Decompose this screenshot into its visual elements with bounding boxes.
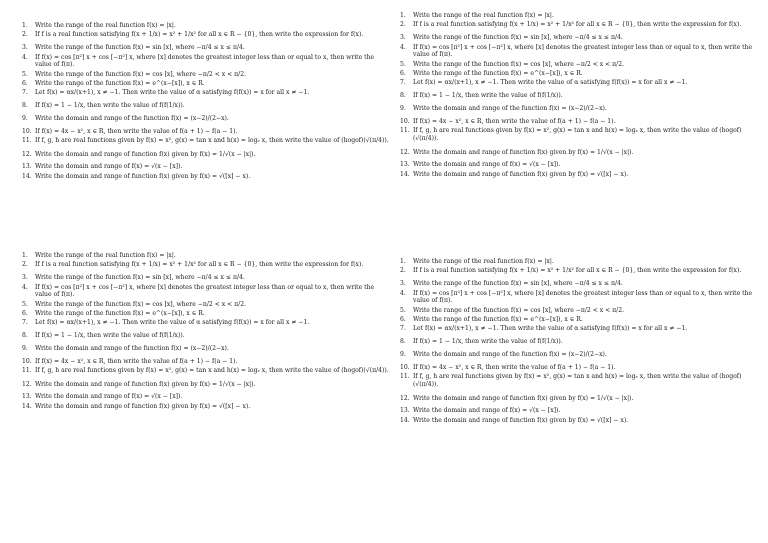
question-number: 10.	[400, 118, 410, 126]
question-3	[22, 274, 392, 282]
question-text: Write the range of the real function f(x) = |x|.	[413, 12, 554, 19]
question-12	[400, 149, 762, 157]
question-text: Write the range of the function f(x) = sin [x], where −π/4 ≤ x ≤ π/4.	[413, 34, 623, 42]
question-text: Write the domain and range of f(x) = √(x − [x]).	[35, 163, 183, 171]
question-number: 6.	[400, 316, 406, 324]
question-number: 13.	[400, 407, 410, 415]
question-number: 11.	[22, 137, 32, 145]
question-number: 11.	[400, 373, 410, 381]
question-1	[400, 12, 762, 20]
question-14	[400, 171, 762, 179]
question-number: 6.	[22, 80, 28, 88]
question-text: If f(x) = 4x − x², x ∈ R, then write the value of f(a + 1) − f(a − 1).	[413, 118, 616, 126]
question-number: 4.	[22, 53, 28, 61]
question-text: Write the domain and range of f(x) = √(x − [x]).	[413, 407, 561, 415]
question-3	[400, 34, 762, 42]
question-number: 6.	[22, 310, 28, 318]
question-7	[22, 89, 392, 97]
question-number: 3.	[22, 44, 28, 52]
question-7	[400, 325, 762, 333]
question-text: Write the range of the function f(x) = cos [x], where −π/2 < x < π/2.	[35, 70, 247, 78]
question-number: 5.	[22, 300, 28, 308]
question-text: Write the range of the function f(x) = sin [x], where −π/4 ≤ x ≤ π/4.	[35, 274, 245, 282]
question-text: Write the domain and range of function f(x) given by f(x) = 1/√(x − |x|).	[35, 151, 256, 159]
question-11	[400, 373, 762, 389]
question-number: 8.	[400, 92, 406, 100]
question-number: 14.	[22, 172, 32, 180]
question-5	[400, 61, 762, 69]
question-5	[22, 71, 392, 79]
question-text: Let f(x) = αx/(x+1), x ≠ −1. Then write the value of α satisfying f(f(x)) = x for all x ≠ −1.	[413, 325, 688, 333]
question-8	[400, 92, 762, 100]
question-number: 7.	[400, 79, 406, 87]
question-number: 2.	[22, 261, 28, 269]
question-number: 12.	[22, 151, 32, 159]
question-number: 8.	[22, 332, 28, 340]
question-text: Write the range of the function f(x) = e^(x−[x]), x ∈ R.	[35, 80, 205, 88]
question-7	[22, 319, 392, 327]
question-number: 9.	[400, 351, 406, 359]
question-text: Write the domain and range of function f(x) given by f(x) = 1/√(x − |x|).	[35, 381, 256, 389]
question-4	[400, 44, 762, 60]
question-6	[22, 80, 392, 88]
question-text: Write the range of the real function f(x) = |x|.	[35, 252, 176, 259]
question-number: 1.	[22, 22, 28, 29]
question-number: 9.	[400, 105, 406, 113]
question-number: 1.	[22, 252, 28, 259]
question-text: If f(x) = cos [π²] x + cos [−π²] x, where [x] denotes the greatest integer less than or equal to x, then write the value of f(π).	[35, 283, 375, 299]
question-10	[400, 364, 762, 372]
question-8	[22, 332, 392, 340]
question-2	[400, 267, 762, 275]
question-11	[22, 137, 392, 145]
question-text: If f(x) = 4x − x², x ∈ R, then write the value of f(a + 1) − f(a − 1).	[35, 128, 238, 136]
question-2	[22, 261, 392, 269]
question-text: Write the domain and range of function f(x) given by f(x) = 1/√(x − |x|).	[413, 395, 634, 403]
question-3	[22, 44, 392, 52]
question-text: Write the domain and range of the function f(x) = (x−2)/(2−x).	[413, 105, 607, 113]
question-10	[22, 128, 392, 136]
question-14	[22, 403, 392, 411]
question-text: Write the range of the function f(x) = sin [x], where −π/4 ≤ x ≤ π/4.	[35, 44, 245, 52]
question-text: If f(x) = 1 − 1/x, then write the value of f(f(1/x)).	[413, 338, 563, 346]
question-number: 7.	[400, 325, 406, 333]
question-text: Write the range of the function f(x) = e^(x−[x]), x ∈ R.	[413, 70, 583, 78]
question-6	[400, 316, 762, 324]
question-9	[22, 345, 392, 353]
question-text: If f(x) = 1 − 1/x, then write the value of f(f(1/x)).	[413, 92, 563, 100]
question-number: 13.	[22, 393, 32, 401]
worksheet-bottom-right	[400, 258, 762, 426]
question-10	[400, 118, 762, 126]
question-text: Write the range of the function f(x) = cos [x], where −π/2 < x < π/2.	[35, 300, 247, 308]
question-number: 14.	[400, 416, 410, 424]
question-number: 1.	[400, 258, 406, 265]
question-number: 12.	[22, 381, 32, 389]
question-text: If f, g, h are real functions given by f(x) = x², g(x) = tan x and h(x) = logₑ x, then write the value of (hogof)(√(π/4)).	[413, 373, 742, 389]
question-8	[400, 338, 762, 346]
worksheet-top-right	[400, 12, 762, 180]
question-number: 6.	[400, 70, 406, 78]
question-text: Write the domain and range of function f(x) given by f(x) = √([x] − x).	[413, 170, 629, 178]
question-11	[400, 127, 762, 143]
question-text: If f(x) = cos [π²] x + cos [−π²] x, where [x] denotes the greatest integer less than or equal to x, then write the value of f(π).	[35, 53, 375, 69]
question-text: If f(x) = cos [π²] x + cos [−π²] x, where [x] denotes the greatest integer less than or equal to x, then write the value of f(π).	[413, 43, 753, 59]
question-12	[22, 381, 392, 389]
question-9	[22, 115, 392, 123]
question-text: Write the domain and range of function f(x) given by f(x) = √([x] − x).	[35, 172, 251, 180]
question-text: If f(x) = 1 − 1/x, then write the value of f(f(1/x)).	[35, 102, 185, 110]
question-number: 8.	[400, 338, 406, 346]
worksheet-top-left	[22, 22, 392, 182]
question-number: 3.	[400, 280, 406, 288]
question-number: 4.	[22, 283, 28, 291]
question-4	[22, 54, 392, 70]
question-3	[400, 280, 762, 288]
question-2	[400, 21, 762, 29]
question-number: 14.	[400, 170, 410, 178]
question-text: Write the range of the function f(x) = e^(x−[x]), x ∈ R.	[35, 310, 205, 318]
question-text: If f(x) = 4x − x², x ∈ R, then write the value of f(a + 1) − f(a − 1).	[413, 364, 616, 372]
question-text: Write the domain and range of the function f(x) = (x−2)/(2−x).	[35, 345, 229, 353]
question-11	[22, 367, 392, 375]
question-text: Write the range of the function f(x) = sin [x], where −π/4 ≤ x ≤ π/4.	[413, 280, 623, 288]
question-text: Write the domain and range of the function f(x) = (x−2)/(2−x).	[35, 115, 229, 123]
question-14	[400, 417, 762, 425]
question-number: 3.	[400, 34, 406, 42]
question-12	[22, 151, 392, 159]
question-number: 5.	[22, 70, 28, 78]
question-text: Write the range of the function f(x) = cos [x], where −π/2 < x < π/2.	[413, 60, 625, 68]
question-text: Write the range of the function f(x) = e^(x−[x]), x ∈ R.	[413, 316, 583, 324]
question-4	[22, 284, 392, 300]
question-number: 3.	[22, 274, 28, 282]
question-text: If f is a real function satisfying f(x + 1/x) = x² + 1/x² for all x ∈ R − {0}, then write the expression for f(x).	[413, 21, 742, 29]
question-13	[400, 407, 762, 415]
question-4	[400, 290, 762, 306]
question-8	[22, 102, 392, 110]
question-text: If f is a real function satisfying f(x + 1/x) = x² + 1/x² for all x ∈ R − {0}, then write the expression for f(x).	[35, 261, 364, 269]
question-text: If f(x) = cos [π²] x + cos [−π²] x, where [x] denotes the greatest integer less than or equal to x, then write the value of f(π).	[413, 289, 753, 305]
question-number: 4.	[400, 289, 406, 297]
question-12	[400, 395, 762, 403]
question-10	[22, 358, 392, 366]
question-9	[400, 351, 762, 359]
question-number: 1.	[400, 12, 406, 19]
question-number: 10.	[22, 358, 32, 366]
question-text: Write the domain and range of function f(x) given by f(x) = √([x] − x).	[35, 402, 251, 410]
question-1	[400, 258, 762, 266]
question-text: If f(x) = 4x − x², x ∈ R, then write the value of f(a + 1) − f(a − 1).	[35, 358, 238, 366]
question-number: 9.	[22, 115, 28, 123]
question-number: 9.	[22, 345, 28, 353]
question-number: 7.	[22, 319, 28, 327]
question-text: If f is a real function satisfying f(x + 1/x) = x² + 1/x² for all x ∈ R − {0}, then write the expression for f(x).	[35, 31, 364, 39]
question-13	[400, 161, 762, 169]
question-number: 2.	[400, 267, 406, 275]
question-text: Write the domain and range of function f(x) given by f(x) = √([x] − x).	[413, 416, 629, 424]
question-text: If f(x) = 1 − 1/x, then write the value of f(f(1/x)).	[35, 332, 185, 340]
question-text: Let f(x) = αx/(x+1), x ≠ −1. Then write the value of α satisfying f(f(x)) = x for all x ≠ −1.	[413, 79, 688, 87]
question-7	[400, 79, 762, 87]
question-5	[400, 307, 762, 315]
question-5	[22, 301, 392, 309]
question-13	[22, 163, 392, 171]
question-number: 5.	[400, 60, 406, 68]
question-number: 2.	[22, 31, 28, 39]
worksheet-bottom-left	[22, 252, 392, 412]
question-number: 11.	[22, 367, 32, 375]
question-6	[400, 70, 762, 78]
question-9	[400, 105, 762, 113]
question-6	[22, 310, 392, 318]
question-text: If f is a real function satisfying f(x + 1/x) = x² + 1/x² for all x ∈ R − {0}, then write the expression for f(x).	[413, 267, 742, 275]
question-number: 2.	[400, 21, 406, 29]
question-text: Write the domain and range of f(x) = √(x − [x]).	[413, 161, 561, 169]
question-13	[22, 393, 392, 401]
question-number: 12.	[400, 395, 410, 403]
question-text: Write the domain and range of the function f(x) = (x−2)/(2−x).	[413, 351, 607, 359]
question-number: 13.	[400, 161, 410, 169]
question-number: 8.	[22, 102, 28, 110]
question-number: 10.	[400, 364, 410, 372]
question-text: If f, g, h are real functions given by f(x) = x², g(x) = tan x and h(x) = logₑ x, then write the value of (hogof)(√(π/4)).	[35, 137, 389, 145]
question-text: Let f(x) = αx/(x+1), x ≠ −1. Then write the value of α satisfying f(f(x)) = x for all x ≠ −1.	[35, 319, 310, 327]
question-number: 13.	[22, 163, 32, 171]
question-number: 4.	[400, 43, 406, 51]
question-number: 11.	[400, 127, 410, 135]
question-1	[22, 252, 392, 260]
question-number: 10.	[22, 128, 32, 136]
question-text: Write the domain and range of f(x) = √(x − [x]).	[35, 393, 183, 401]
question-text: Write the range of the real function f(x) = |x|.	[413, 258, 554, 265]
question-text: If f, g, h are real functions given by f(x) = x², g(x) = tan x and h(x) = logₑ x, then write the value of (hogof)(√(π/4)).	[35, 367, 389, 375]
question-text: Let f(x) = αx/(x+1), x ≠ −1. Then write the value of α satisfying f(f(x)) = x for all x ≠ −1.	[35, 89, 310, 97]
question-text: If f, g, h are real functions given by f(x) = x², g(x) = tan x and h(x) = logₑ x, then write the value of (hogof)(√(π/4)).	[413, 127, 742, 143]
question-number: 12.	[400, 149, 410, 157]
question-text: Write the range of the real function f(x) = |x|.	[35, 22, 176, 29]
question-text: Write the domain and range of function f(x) given by f(x) = 1/√(x − |x|).	[413, 149, 634, 157]
question-2	[22, 31, 392, 39]
question-number: 5.	[400, 306, 406, 314]
question-14	[22, 173, 392, 181]
question-number: 14.	[22, 402, 32, 410]
question-number: 7.	[22, 89, 28, 97]
question-1	[22, 22, 392, 30]
question-text: Write the range of the function f(x) = cos [x], where −π/2 < x < π/2.	[413, 306, 625, 314]
